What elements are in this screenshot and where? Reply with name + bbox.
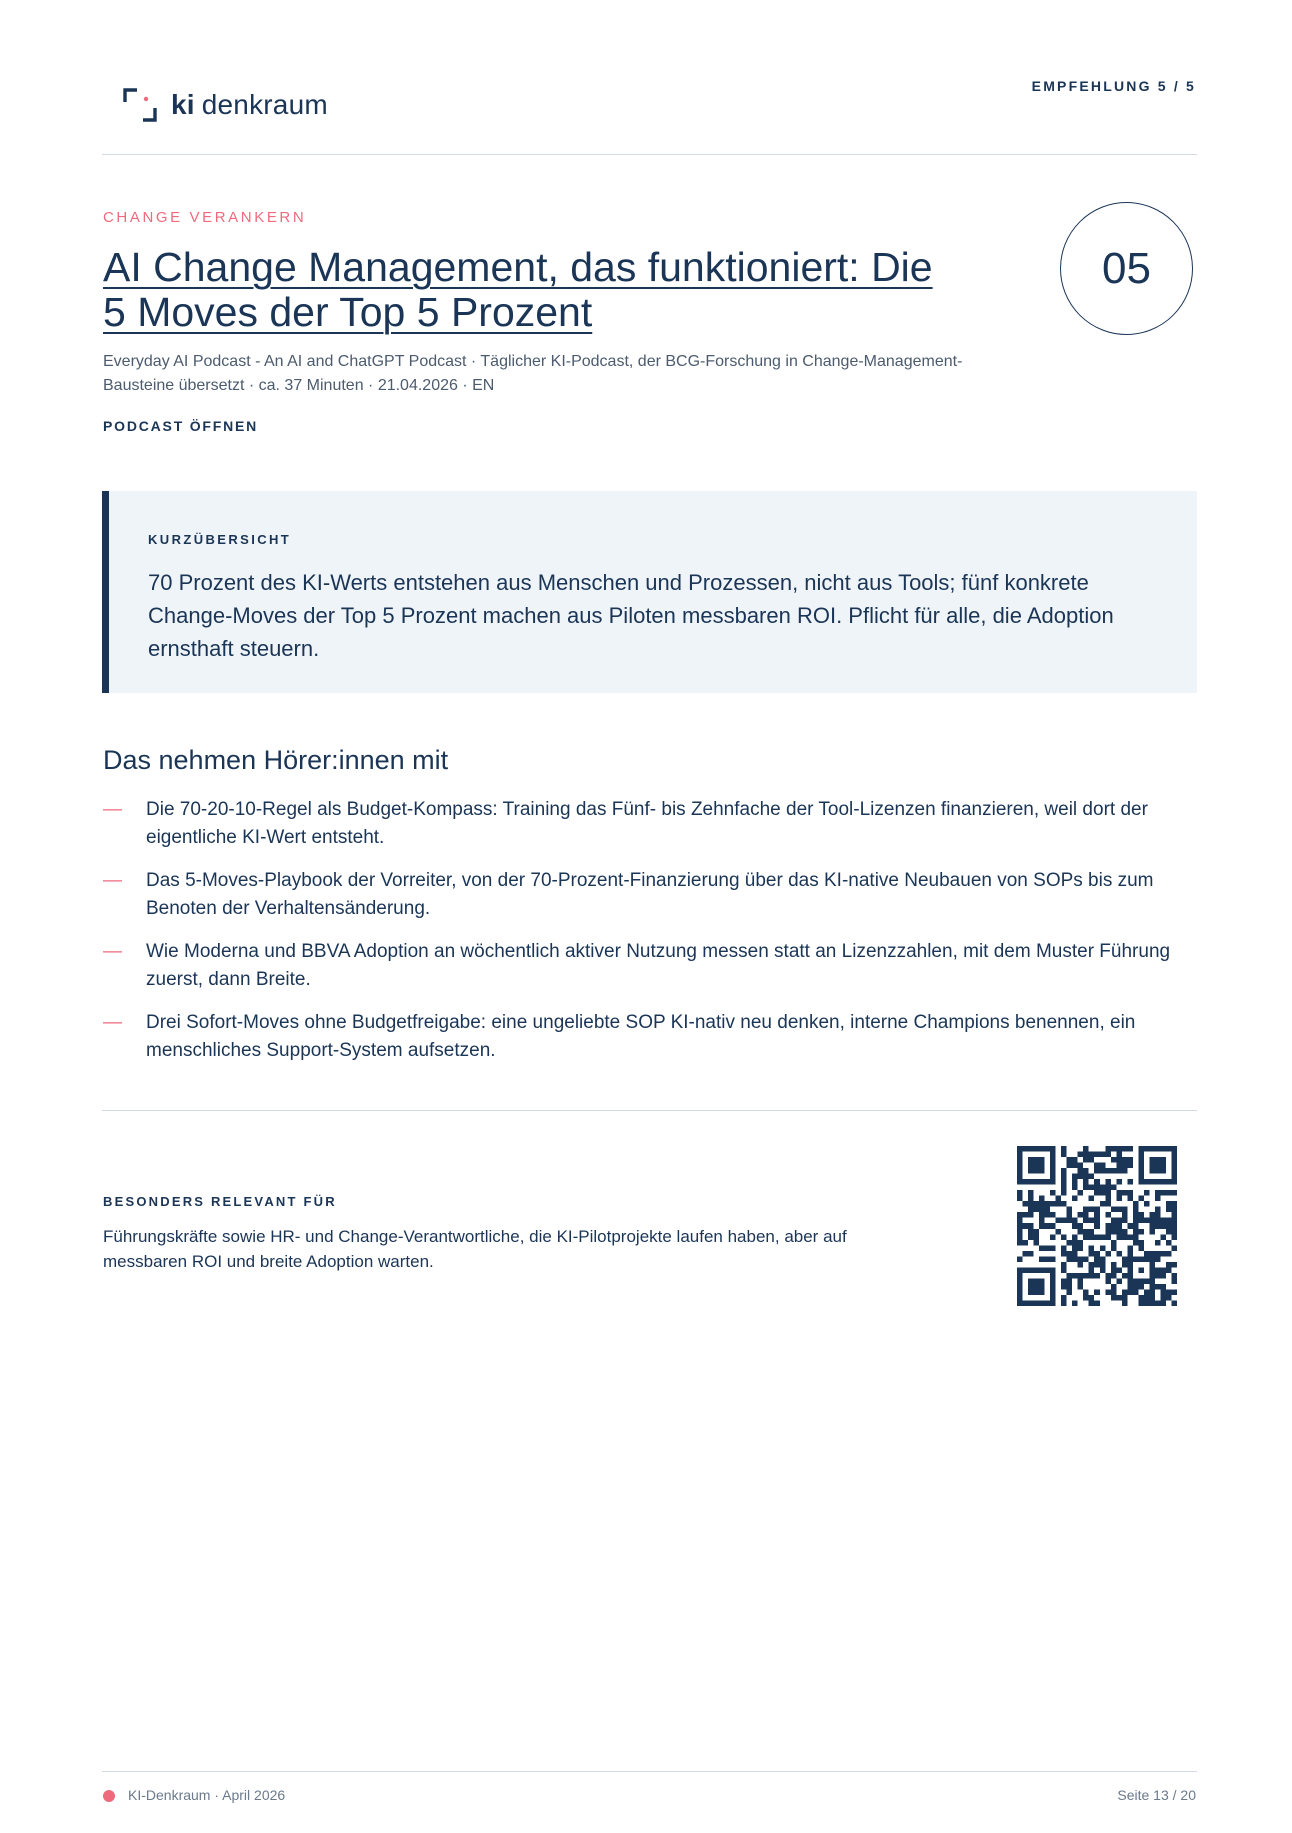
recommendation-counter: EMPFEHLUNG 5 / 5 [1031,78,1196,94]
dash-icon: — [103,1012,122,1033]
relevant-for-label: BESONDERS RELEVANT FÜR [103,1194,337,1209]
relevant-for-text: Führungskräfte sowie HR- und Change-Verantwortliche, die KI-Pilotprojekte laufen haben, aber auf messbaren ROI und breite Adoption warten. [103,1227,847,1271]
footer-divider [102,1771,1197,1772]
summary-label: KURZÜBERSICHT [148,532,292,547]
takeaway-item [103,867,1203,923]
summary-text: 70 Prozent des KI-Werts entstehen aus Menschen und Prozessen, nicht aus Tools; fünf konkrete Change-Moves der Top 5 Prozent machen aus Piloten messbaren ROI. Pflicht für alle, die Adoption ernsthaft steuern. [148,570,1114,661]
takeaway-item [103,1009,1203,1065]
takeaway-item [103,796,1203,852]
section-divider [102,1110,1197,1111]
recommendation-number-badge: 05 [1060,202,1193,335]
takeaway-text: Das 5-Moves-Playbook der Vorreiter, von der 70-Prozent-Finanzierung über das KI-native Neubauen von SOPs bis zum Benoten der Verhaltensänderung. [146,870,1154,919]
open-podcast-link[interactable]: PODCAST ÖFFNEN [103,418,259,434]
takeaway-item [103,938,1203,994]
dash-icon: — [103,870,122,891]
header-divider [102,154,1197,155]
takeaway-text: Drei Sofort-Moves ohne Budgetfreigabe: eine ungeliebte SOP KI-nativ neu denken, interne Champions benennen, ein menschliches Support-System aufsetzen. [146,1012,1136,1061]
takeaway-text: Wie Moderna und BBVA Adoption an wöchentlich aktiver Nutzung messen statt an Lizenzzahlen, mit dem Muster Führung zuerst, dann Breite. [146,941,1171,990]
footer-page-number: Seite 13 / 20 [1117,1787,1196,1803]
takeaways-heading: Das nehmen Hörer:innen mit [103,745,449,775]
dash-icon: — [103,941,122,962]
logo-mark-icon [123,88,157,122]
footer-brand-date: KI-Denkraum · April 2026 [128,1787,286,1803]
brand-logo [123,88,328,122]
takeaway-text: Die 70-20-10-Regel als Budget-Kompass: Training das Fünf- bis Zehnfache der Tool-Lizenzen finanzieren, weil dort der eigentliche KI-Wert entsteht. [146,799,1148,848]
footer-dot-icon [103,1790,115,1802]
summary-box [102,491,1197,693]
qr-code-icon[interactable] [1017,1146,1177,1306]
dash-icon: — [103,799,122,820]
episode-meta: Everyday AI Podcast - An AI and ChatGPT Podcast · Täglicher KI-Podcast, der BCG-Forschung in Change-Management-Bausteine übersetzt · ca. 37 Minuten · 21.04.2026 · EN [103,353,963,394]
episode-title-link[interactable]: AI Change Management, das funktioniert: Die 5 Moves der Top 5 Prozent [103,244,933,335]
takeaways-list [103,796,1203,1080]
logo-wordmark: ki denkraum [171,89,328,120]
category-label: CHANGE VERANKERN [103,209,307,226]
